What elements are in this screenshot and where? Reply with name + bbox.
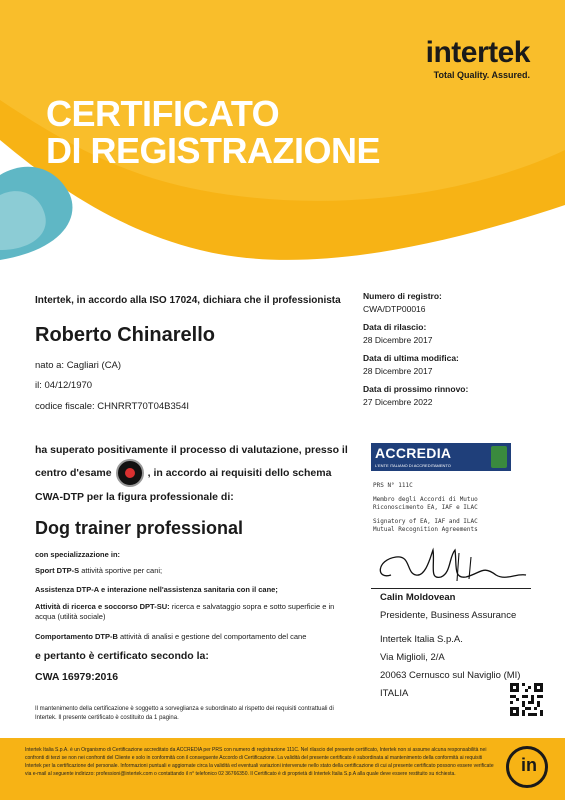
birthdate: il: 04/12/1970 xyxy=(35,380,93,391)
certificate-header xyxy=(0,0,565,285)
modified-date: 28 Dicembre 2017 xyxy=(363,366,433,376)
company-country: ITALIA xyxy=(380,688,409,699)
exam-center-logo xyxy=(116,459,144,487)
statement-line-2 xyxy=(35,459,331,487)
modified-date-label: Data di ultima modifica: xyxy=(363,353,459,363)
spec-desc: attività sportive per cani; xyxy=(79,566,163,575)
issue-date-label: Data di rilascio: xyxy=(363,322,427,332)
accredia-name: ACCREDIA xyxy=(375,445,452,461)
registry-number-label: Numero di registro: xyxy=(363,291,442,301)
certified-as: e pertanto è certificato secondo la: xyxy=(35,650,209,662)
title-line-1: CERTIFICATO xyxy=(46,93,280,134)
professional-name: Roberto Chinarello xyxy=(35,324,216,346)
statement-line-1: ha superato positivamente il processo di valutazione, presso il xyxy=(35,444,348,456)
issue-date: 28 Dicembre 2017 xyxy=(363,335,433,345)
intertek-logo xyxy=(426,38,530,80)
intertek-mark-icon xyxy=(506,746,548,788)
company-city: 20063 Cernusco sul Naviglio (MI) xyxy=(380,670,521,681)
handwritten-signature xyxy=(371,545,536,590)
renewal-date: 27 Dicembre 2022 xyxy=(363,397,433,407)
registry-panel xyxy=(363,283,533,407)
signer-name: Calin Moldovean xyxy=(380,592,456,603)
footer-bar xyxy=(0,738,565,800)
spec-name: Sport DTP-S xyxy=(35,566,80,575)
birthplace: nato a: Cagliari (CA) xyxy=(35,360,122,371)
intertek-mark-text: in xyxy=(521,755,537,775)
company-street: Via Miglioli, 2/A xyxy=(380,652,445,663)
title-line-2: DI REGISTRAZIONE xyxy=(46,130,381,171)
accredia-subtitle: L'ENTE ITALIANO DI ACCREDITAMENTO xyxy=(375,463,451,468)
brand-name: intertek xyxy=(425,36,530,69)
spec-name: Assistenza DTP-A e interazione nell'assistenza sanitaria con il cane; xyxy=(35,585,278,594)
specialization-item xyxy=(35,566,335,576)
member-line-2: Riconoscimento EA, IAF e ILAC xyxy=(373,504,478,511)
spec-desc: ricerca e salvataggio sopra e sotto superficie e in acqua (utilità sociale) xyxy=(35,602,335,621)
profession-title: Dog trainer professional xyxy=(35,518,244,538)
spec-desc: attività di analisi e gestione del comportamento del cane xyxy=(117,632,307,641)
company-name: Intertek Italia S.p.A. xyxy=(380,634,463,645)
signatory-line-1: Signatory of EA, IAF and ILAC xyxy=(373,518,478,525)
footnote xyxy=(35,705,495,723)
specialization-intro: con specializzazione in: xyxy=(35,550,121,559)
signature-line xyxy=(371,588,531,589)
accredia-logo xyxy=(371,443,511,471)
footer-legal-text: Intertek Italia S.p.A. è un Organismo di Certificazione accreditato da ACCREDIA per PRS con numero di registrazione 111C. Nel rilascio del presente certificato, Intertek non si assume alcuna responsabilità nei confronti di terzi se non nei confronti del Cliente e solo in conformità con il conseguente Accordo di Certificazione. La validità del presente certificato è subordinata al mantenimento della conformità ai requisiti Intertek per la certificazione del personale. Informazioni puntuali e aggiornate circa la validità ed eventuali variazioni intervenute nello stato della certificazione di cui al presente certificato possono essere verificate via e-mail al seguente indirizzo: professioni@intertek.com o contattando il n° telefonico 02 36766350. Il Certificato è di proprietà di Intertek Italia S.p.A alla quale deve essere restituito su richiesta. xyxy=(25,747,494,777)
statement-line-3: CWA-DTP per la figura professionale di: xyxy=(35,491,234,503)
registry-number: CWA/DTP00016 xyxy=(363,304,426,314)
footnote-line-2: Intertek. Il presente certificato è costituito da 1 pagina. xyxy=(35,715,179,721)
signer-role: Presidente, Business Assurance xyxy=(380,610,517,621)
certificate-title xyxy=(46,95,380,169)
qr-code xyxy=(510,683,543,716)
italy-map-icon xyxy=(491,446,507,468)
signatory-line-2: Mutual Recognition Agreements xyxy=(373,526,478,533)
spec-name: Comportamento DTP-B xyxy=(35,632,118,641)
specialization-item xyxy=(35,632,335,642)
accredia-info xyxy=(373,482,478,534)
renewal-date-label: Data di prossimo rinnovo: xyxy=(363,384,469,394)
specialization-item xyxy=(35,602,335,622)
certification-standard: CWA 16979:2016 xyxy=(35,671,119,683)
exam-center-label: centro d'esame xyxy=(35,467,112,479)
footnote-line-1: Il mantenimento della certificazione è soggetto a sorveglianza e subordinato al rispetto dei requisiti contrattuali di xyxy=(35,706,334,712)
brand-tagline: Total Quality. Assured. xyxy=(433,70,530,80)
prs-number: PRS N° 111C xyxy=(373,482,413,489)
fiscal-code: codice fiscale: CHNRRT70T04B354I xyxy=(35,401,190,412)
spec-name: Attività di ricerca e soccorso DPT-SU: xyxy=(35,602,170,611)
member-line-1: Membro degli Accordi di Mutuo xyxy=(373,496,478,503)
schema-label: , in accordo ai requisiti dello schema xyxy=(147,467,332,479)
specialization-item xyxy=(35,585,335,595)
intro-text: Intertek, in accordo alla ISO 17024, dichiara che il professionista xyxy=(35,295,341,306)
